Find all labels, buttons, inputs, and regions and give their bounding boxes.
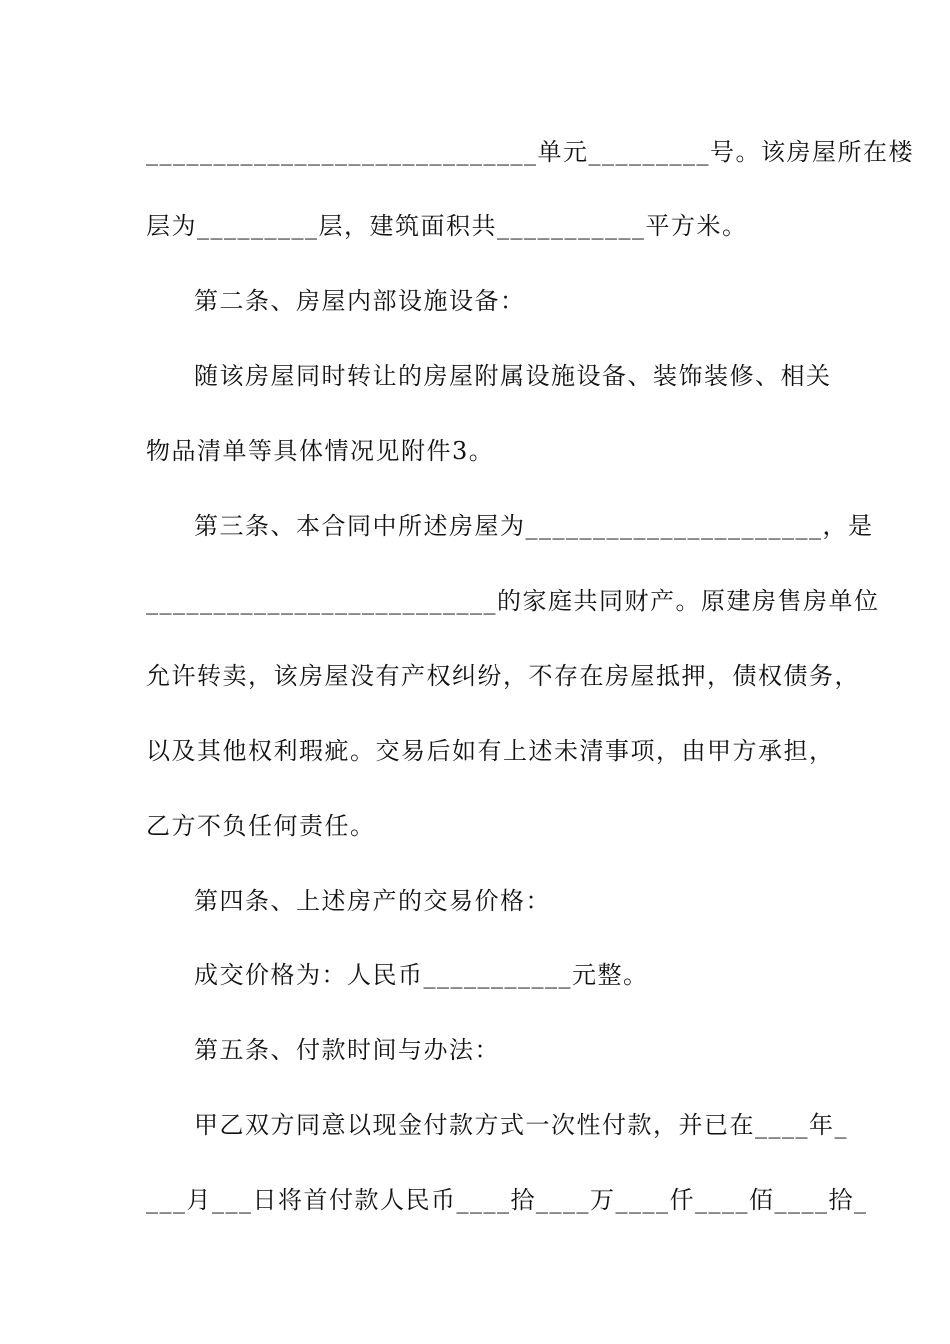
article-2-heading: 第二条、房屋内部设施设备： [194, 287, 526, 315]
text-line: _____________________________单元_________号。该房屋所在楼 [146, 138, 914, 166]
paragraph-line: 随该房屋同时转让的房屋附属设施设备、装饰装修、相关 [194, 362, 832, 390]
article-3-heading: 第三条、本合同中所述房屋为______________________，是 [194, 512, 874, 540]
article-4-heading: 第四条、上述房产的交易价格： [194, 887, 551, 915]
paragraph-line: 乙方不负任何责任。 [146, 812, 376, 840]
price-line: 成交价格为：人民币___________元整。 [194, 961, 649, 989]
paragraph-line: 以及其他权利瑕疵。交易后如有上述未清事项，由甲方承担， [146, 737, 835, 765]
paragraph-line: __________________________的家庭共同财产。原建房售房单位 [146, 587, 880, 615]
article-5-heading: 第五条、付款时间与办法： [194, 1036, 500, 1064]
paragraph-line: 允许转卖，该房屋没有产权纠纷，不存在房屋抵押，债权债务， [146, 662, 860, 690]
payment-line: ___月___日将首付款人民币____拾____万____仟____佰____拾_ [146, 1186, 868, 1214]
payment-line: 甲乙双方同意以现金付款方式一次性付款，并已在____年_ [194, 1111, 848, 1139]
text-line: 层为_________层，建筑面积共___________平方米。 [146, 212, 748, 240]
paragraph-line: 物品清单等具体情况见附件3。 [146, 437, 495, 465]
